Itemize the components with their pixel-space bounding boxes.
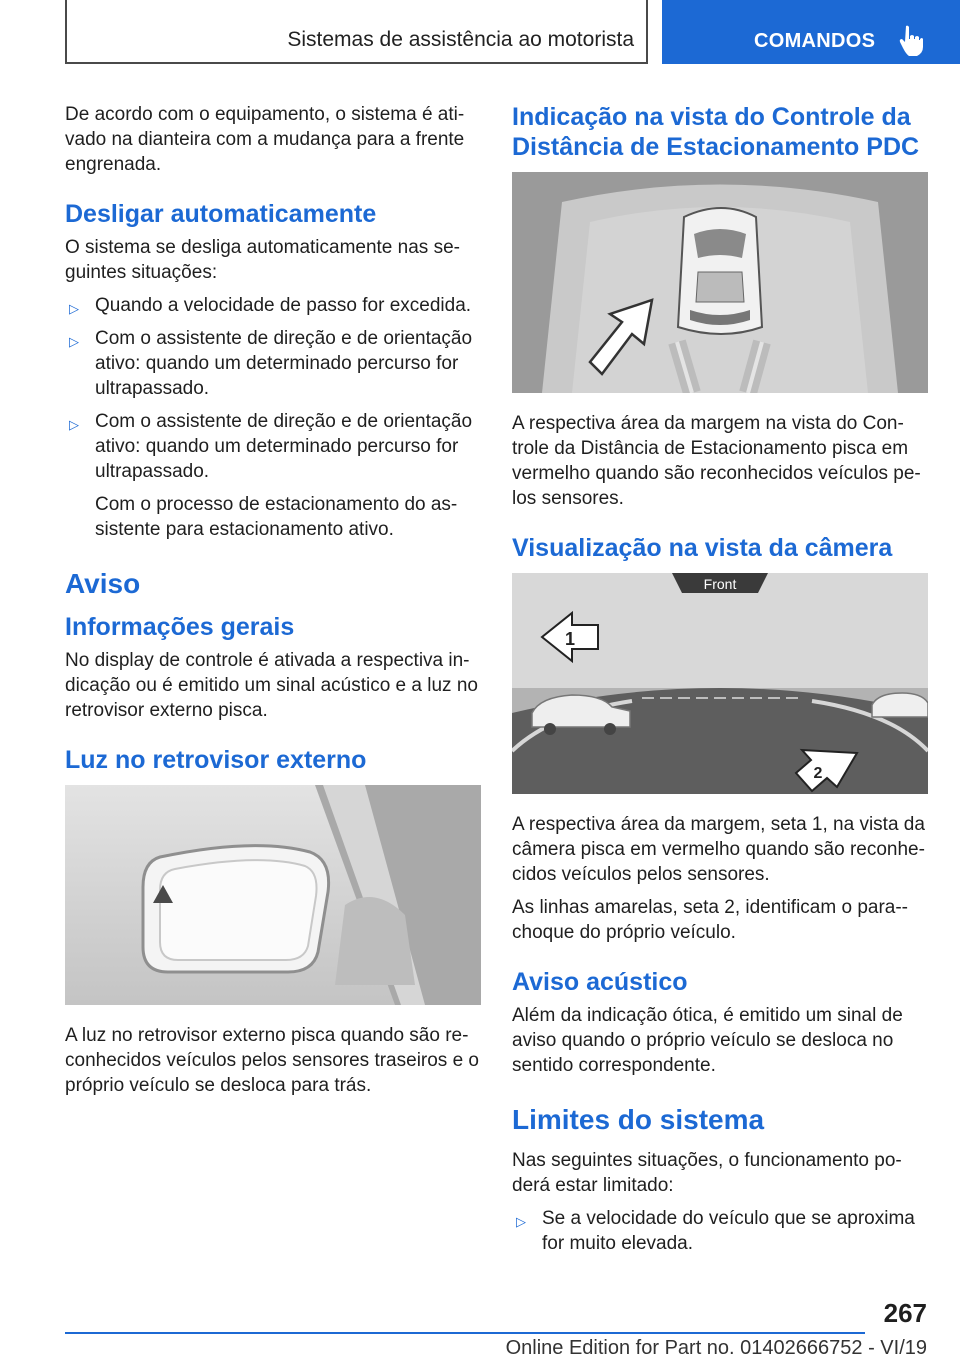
triangle-bullet-icon: ▷ [69, 301, 79, 316]
left-column [65, 102, 481, 1106]
camera-view-illustration [512, 573, 928, 794]
desligar-bullet-list [65, 293, 481, 484]
list-item-text: Com o assistente de direção e de orientação ativo: quando um determinado percurso for ultrapassado. [95, 328, 473, 399]
desligar-paragraph: O sistema se desliga automaticamente nas se‐guintes situações: [65, 237, 460, 283]
footer-edition-text: Online Edition for Part no. 01402666752 - VI/19 [505, 1337, 927, 1359]
right-column [512, 102, 928, 1264]
camera-caption-1: A respectiva área da margem, seta 1, na vista da câmera pisca em vermelho quando são reconhe‐cidos veículos pelos sensores. [512, 814, 925, 885]
mirror-illustration [65, 785, 481, 1005]
intro-paragraph: De acordo com o equipamento, o sistema é ati‐vado na dianteira com a mudança para a frente engrenada. [65, 104, 465, 175]
header-tab-label: COMANDOS [754, 30, 876, 52]
pdc-caption: A respectiva área da margem na vista do Con‐trole da Distância de Estacionamento pisca em vermelho quando são reconhecidos veículos pe‐los sensores. [512, 413, 921, 509]
header-tab-comandos[interactable] [662, 0, 960, 64]
front-label: Front [703, 576, 737, 592]
arrow-2-label: 2 [813, 765, 823, 782]
triangle-bullet-icon: ▷ [69, 417, 79, 432]
hand-pointer-icon [898, 24, 924, 56]
page-number: 267 [883, 1298, 927, 1328]
list-item [65, 326, 481, 401]
list-item-text: Com o assistente de direção e de orientação ativo: quando um determinado percurso for ultrapassado. [95, 411, 473, 482]
list-item-text: Quando a velocidade de passo for excedida. [95, 295, 472, 316]
camera-caption-2: As linhas amarelas, seta 2, identificam o para‐-choque do próprio veículo. [512, 897, 909, 943]
heading-aviso: Aviso [65, 568, 141, 599]
heading-aviso-acustico: Aviso acústico [512, 968, 688, 996]
luz-caption: A luz no retrovisor externo pisca quando são re‐conhecidos veículos pelos sensores traseiros e o próprio veículo se desloca para trás. [65, 1025, 480, 1096]
arrow-1-label: 1 [564, 629, 576, 649]
list-item [65, 293, 481, 318]
bullet-sub-paragraph: Com o processo de estacionamento do as‐sistente para estacionamento ativo. [95, 494, 458, 540]
limites-bullet-list [512, 1206, 928, 1256]
info-paragraph: No display de controle é ativada a respectiva in‐dicação ou é emitido um sinal acústico e a luz no retrovisor externo pisca. [65, 650, 478, 721]
heading-camera: Visualização na vista da câmera [512, 534, 893, 562]
triangle-bullet-icon: ▷ [516, 1214, 526, 1229]
list-item [65, 409, 481, 484]
heading-limites: Limites do sistema [512, 1104, 765, 1135]
heading-informacoes-gerais: Informações gerais [65, 613, 295, 641]
limites-paragraph: Nas seguintes situações, o funcionamento po‐derá estar limitado: [512, 1150, 902, 1196]
heading-pdc: Indicação na vista do Controle da Distância de Estacionamento PDC [512, 103, 920, 161]
footer-divider [65, 1332, 865, 1334]
triangle-bullet-icon: ▷ [69, 334, 79, 349]
heading-desligar: Desligar automaticamente [65, 200, 377, 228]
header-section-title: Sistemas de assistência ao motorista [287, 28, 634, 51]
pdc-view-illustration [512, 172, 928, 393]
header-section-box [65, 0, 648, 64]
list-item-text: Se a velocidade do veículo que se aproxima for muito elevada. [542, 1208, 915, 1254]
acustico-paragraph: Além da indicação ótica, é emitido um sinal de aviso quando o próprio veículo se desloca no sentido correspondente. [512, 1005, 903, 1076]
list-item [512, 1206, 928, 1256]
heading-luz-retrovisor: Luz no retrovisor externo [65, 746, 367, 774]
